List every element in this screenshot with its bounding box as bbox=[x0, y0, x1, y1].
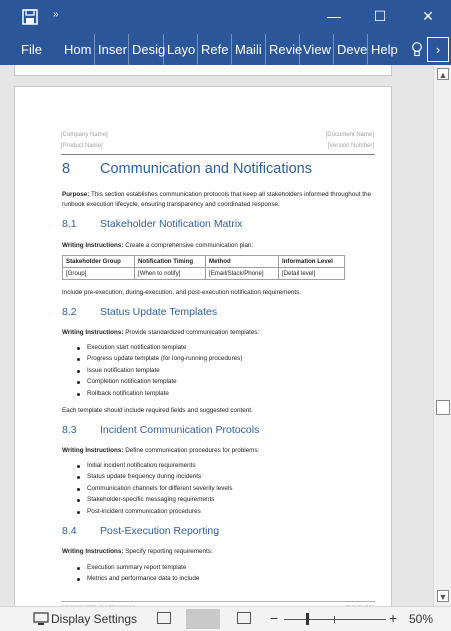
notification-matrix-table[interactable] bbox=[62, 255, 345, 280]
tab-review[interactable]: Revie bbox=[265, 34, 297, 65]
print-layout-icon[interactable] bbox=[186, 609, 220, 629]
section-heading-8-2 bbox=[62, 306, 217, 318]
document-area[interactable] bbox=[0, 65, 433, 606]
lightbulb-icon[interactable] bbox=[411, 42, 423, 57]
table-header-cell: Stakeholder Group bbox=[63, 256, 135, 268]
document-page[interactable] bbox=[14, 86, 392, 616]
instructions-label: Writing Instructions: bbox=[62, 329, 124, 336]
table-cell: [Group] bbox=[63, 268, 135, 280]
table-cell: [Detail level] bbox=[279, 268, 345, 280]
list-item: Post-incident communication procedures bbox=[77, 506, 232, 517]
section-title: Communication and Notifications bbox=[100, 161, 312, 177]
template-note: Each template should include required fields and suggested content. bbox=[62, 407, 253, 414]
status-bar bbox=[0, 606, 451, 631]
heading-title: Incident Communication Protocols bbox=[100, 424, 260, 436]
scrollbar-thumb[interactable] bbox=[436, 400, 450, 415]
list-item: Stakeholder-specific messaging requirements bbox=[77, 494, 232, 505]
ribbon-more-tabs-button[interactable]: › bbox=[427, 37, 449, 62]
table-header-cell: Information Level bbox=[279, 256, 345, 268]
close-button[interactable]: ✕ bbox=[422, 8, 434, 24]
tab-layout[interactable]: Layo bbox=[163, 34, 195, 65]
heading-number: 8.4 bbox=[62, 525, 77, 537]
heading-title: Status Update Templates bbox=[100, 306, 218, 318]
list-item: Rollback notification template bbox=[77, 388, 242, 399]
heading-number: 8.2 bbox=[62, 306, 77, 318]
instructions-text: Create a comprehensive communication plan: bbox=[125, 242, 254, 249]
zoom-slider-thumb[interactable] bbox=[306, 613, 309, 625]
table-cell: [Email/Slack/Phone] bbox=[206, 268, 279, 280]
incident-list bbox=[77, 460, 232, 517]
tab-design[interactable]: Desig bbox=[128, 34, 160, 65]
ribbon-tabs bbox=[0, 34, 451, 65]
maximize-button[interactable]: ☐ bbox=[373, 8, 387, 24]
template-list bbox=[77, 342, 242, 399]
list-item: Initial incident notification requirements bbox=[77, 460, 232, 471]
tab-home[interactable]: Hom bbox=[64, 42, 92, 57]
writing-instructions-8-2 bbox=[62, 328, 378, 338]
tab-insert[interactable]: Inser bbox=[94, 34, 126, 65]
zoom-in-button[interactable]: + bbox=[389, 610, 398, 626]
purpose-text: This section establishes communication protocols that keep all stakeholders informed throughout the runbook execution lifecycle, ensuring transparency and coordinated response. bbox=[62, 191, 371, 208]
list-item: Status update frequency during incidents bbox=[77, 471, 232, 482]
heading-number: 8.3 bbox=[62, 424, 77, 436]
section-heading-8-4 bbox=[62, 525, 219, 537]
list-item: Progress update template (for long-running procedures) bbox=[77, 353, 242, 364]
scroll-up-arrow-icon[interactable]: ▲ bbox=[438, 70, 448, 80]
list-item: Execution summary report template bbox=[77, 562, 199, 573]
section-heading-8-1 bbox=[62, 218, 242, 230]
save-icon[interactable] bbox=[22, 9, 38, 25]
zoom-slider[interactable] bbox=[284, 619, 386, 620]
table-header-cell: Notification Timing bbox=[135, 256, 206, 268]
zoom-slider-midpoint bbox=[334, 616, 335, 623]
header-version-number: [Version Number] bbox=[327, 143, 374, 149]
list-item: Execution start notification template bbox=[77, 342, 242, 353]
section-heading-8-3 bbox=[62, 424, 259, 436]
tab-mailings[interactable]: Maili bbox=[231, 34, 263, 65]
read-mode-icon[interactable] bbox=[157, 612, 171, 624]
section-number: 8 bbox=[62, 161, 71, 177]
title-bar bbox=[0, 0, 451, 34]
display-settings-icon[interactable] bbox=[33, 612, 49, 626]
list-item: Communication channels for different severity levels bbox=[77, 483, 232, 494]
tab-help[interactable]: Help bbox=[367, 34, 399, 65]
heading-title: Stakeholder Notification Matrix bbox=[100, 218, 243, 230]
section-heading-8 bbox=[62, 161, 312, 177]
list-item: Issue notification template bbox=[77, 365, 242, 376]
instructions-label: Writing Instructions: bbox=[62, 548, 124, 555]
table-header-row bbox=[63, 256, 345, 268]
heading-title: Post-Execution Reporting bbox=[100, 525, 220, 537]
previous-page-edge bbox=[14, 65, 392, 76]
scroll-down-arrow-icon[interactable]: ▼ bbox=[438, 592, 448, 602]
header-company-name: [Company Name] bbox=[61, 132, 108, 138]
instructions-label: Writing Instructions: bbox=[62, 447, 124, 454]
vertical-scrollbar[interactable] bbox=[433, 65, 451, 606]
zoom-out-button[interactable]: − bbox=[270, 610, 279, 626]
matrix-note: Include pre-execution, during-execution, and post-execution notification requirements. bbox=[62, 289, 302, 296]
footer-divider bbox=[61, 601, 375, 602]
writing-instructions-8-1 bbox=[62, 241, 378, 251]
instructions-text: Define communication procedures for problems: bbox=[125, 447, 260, 454]
header-product-name: [Product Name] bbox=[61, 143, 103, 149]
instructions-text: Provide standardized communication templates: bbox=[125, 329, 260, 336]
tab-file[interactable]: File bbox=[21, 42, 42, 57]
web-layout-icon[interactable] bbox=[237, 612, 251, 624]
report-list bbox=[77, 562, 199, 585]
header-document-name: [Document Name] bbox=[325, 132, 374, 138]
display-settings-button[interactable]: Display Settings bbox=[51, 612, 138, 626]
writing-instructions-8-4 bbox=[62, 547, 378, 557]
heading-number: 8.1 bbox=[62, 218, 77, 230]
table-row bbox=[63, 268, 345, 280]
table-header-cell: Method bbox=[206, 256, 279, 268]
list-item: Completion notification template bbox=[77, 376, 242, 387]
quick-access-more-icon[interactable]: » bbox=[53, 9, 59, 20]
tab-view[interactable]: View bbox=[299, 34, 331, 65]
purpose-paragraph bbox=[62, 190, 378, 210]
tab-references[interactable]: Refe bbox=[197, 34, 229, 65]
purpose-label: Purpose: bbox=[62, 191, 90, 198]
header-divider bbox=[61, 154, 375, 155]
instructions-label: Writing Instructions: bbox=[62, 242, 124, 249]
writing-instructions-8-3 bbox=[62, 446, 378, 456]
zoom-level[interactable]: 50% bbox=[409, 612, 434, 626]
list-item: Metrics and performance data to include bbox=[77, 573, 199, 584]
table-cell: [When to notify] bbox=[135, 268, 206, 280]
tab-developer[interactable]: Deve bbox=[333, 34, 365, 65]
instructions-text: Specify reporting requirements: bbox=[125, 548, 213, 555]
minimize-button[interactable]: — bbox=[327, 8, 341, 24]
